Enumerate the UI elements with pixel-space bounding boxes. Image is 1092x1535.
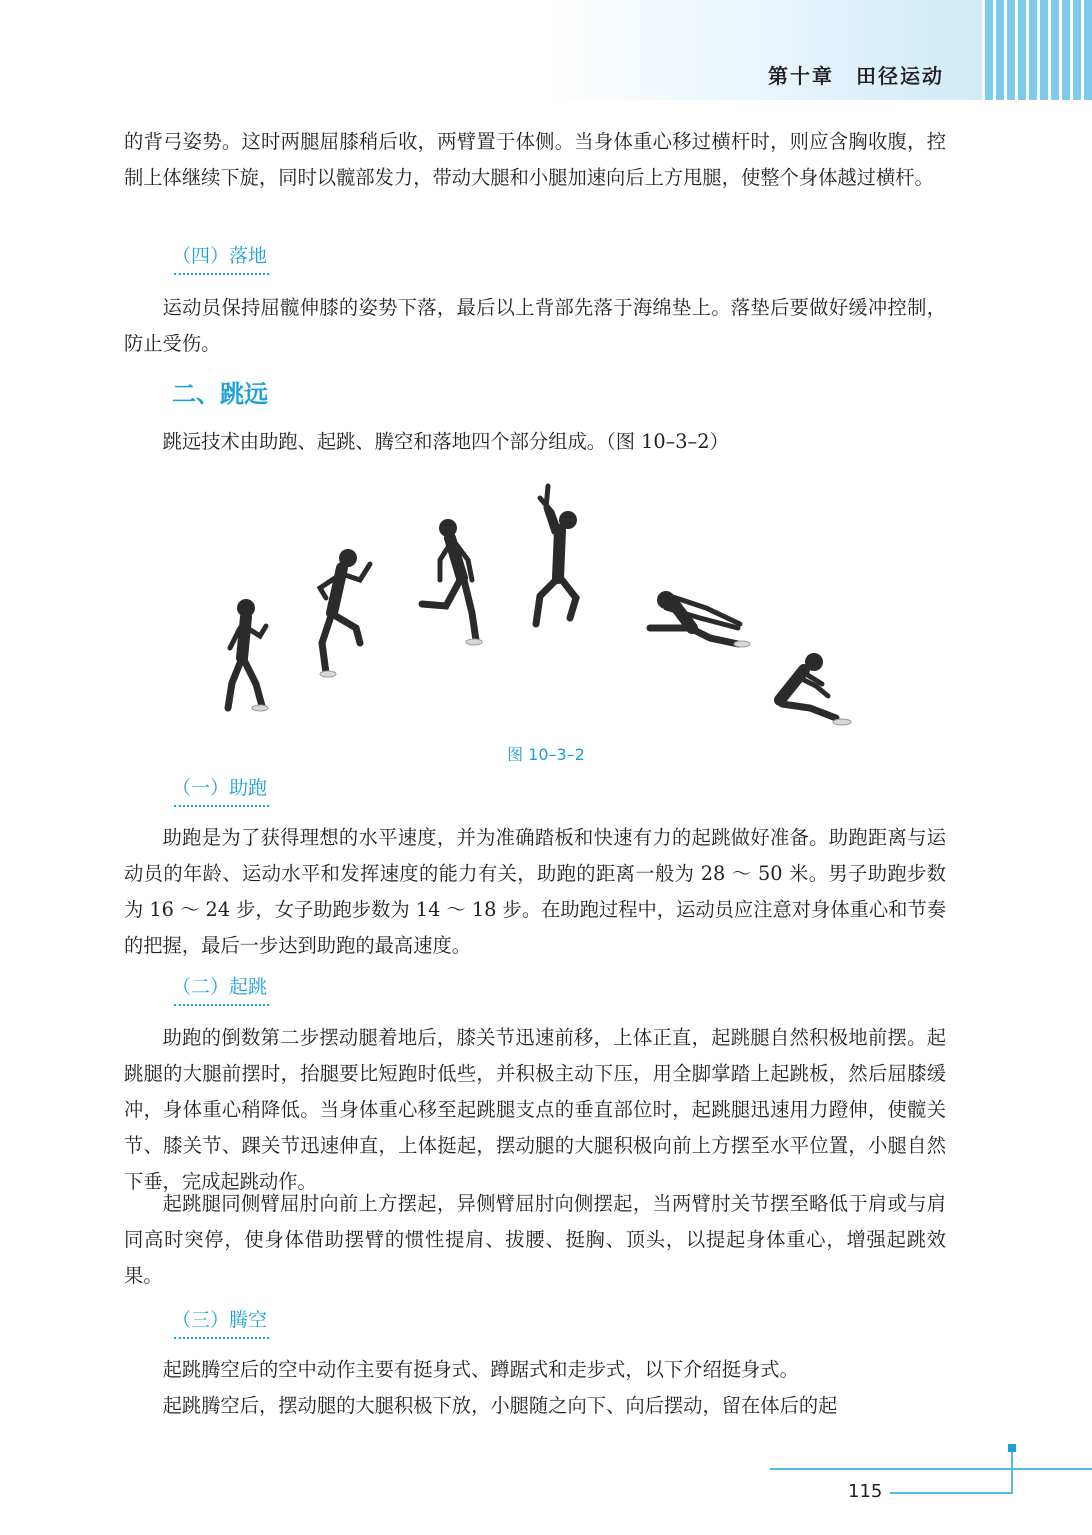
page-header: [0, 0, 1092, 100]
subheading-flight: （三）腾空: [172, 1305, 267, 1332]
long-jump-sequence-figure: [210, 478, 870, 740]
paragraph-long-jump-intro: 跳远技术由助跑、起跳、腾空和落地四个部分组成。（图 10–3–2）: [162, 430, 729, 453]
subheading-takeoff: （二）起跳: [172, 972, 267, 999]
chapter-title: 第十章 田径运动: [768, 64, 944, 88]
subheading-landing: （四）落地: [172, 241, 267, 268]
header-stripes: [982, 0, 1092, 100]
paragraph-high-jump-clearance: 的背弓姿势。这时两腿屈膝稍后收，两臂置于体侧。当身体重心移过横杆时，则应含胸收腹，控制上体继续下旋，同时以髋部发力，带动大腿和小腿加速向后上方甩腿，使整个身体越过横杆。: [124, 130, 946, 189]
footer-underline: [890, 1492, 1013, 1494]
footer-vertical-line: [1011, 1450, 1013, 1494]
figure-caption: 图 10–3–2: [507, 745, 585, 764]
section-title-long-jump: 二、跳远: [172, 380, 268, 408]
paragraph-arm-swing: 起跳腿同侧臂屈肘向前上方摆起，异侧臂屈肘向侧摆起，当两臂肘关节摆至略低于肩或与肩同高时突停，使身体借助摆臂的惯性提肩、拔腰、挺胸、顶头，以提起身体重心，增强起跳效果。: [124, 1192, 946, 1287]
footer-line: [770, 1468, 1092, 1470]
paragraph-landing: 运动员保持屈髋伸膝的姿势下落，最后以上背部先落于海绵垫上。落垫后要做好缓冲控制，防止受伤。: [124, 296, 946, 355]
paragraph-approach: 助跑是为了获得理想的水平速度，并为准确踏板和快速有力的起跳做好准备。助跑距离与运动员的年龄、运动水平和发挥速度的能力有关，助跑的距离一般为 28 ～ 50 米。男子助跑步数为 16 ～ 24 步，女子助跑步数为 14 ～ 18 步。在助跑过程中，运动员应注意对身体重心和节奏的把握，最后一步达到助跑的最高速度。: [124, 826, 947, 957]
athlete-figure-1: [228, 599, 268, 711]
paragraph-flight-styles: 起跳腾空后的空中动作主要有挺身式、蹲踞式和走步式，以下介绍挺身式。: [162, 1358, 799, 1381]
subheading-approach: （一）助跑: [172, 773, 267, 800]
paragraph-flight-detail: 起跳腾空后，摆动腿的大腿积极下放，小腿随之向下、向后摆动，留在体后的起: [162, 1394, 838, 1417]
athlete-figure-5: [650, 591, 750, 647]
athlete-figure-3: [422, 519, 482, 645]
athlete-figure-6: [780, 653, 851, 725]
athlete-figure-4: [536, 486, 577, 624]
footer-square: [1008, 1444, 1016, 1452]
page-number: 115: [848, 1481, 883, 1502]
athlete-figure-2: [320, 549, 370, 677]
paragraph-takeoff: 助跑的倒数第二步摆动腿着地后，膝关节迅速前移，上体正直，起跳腿自然积极地前摆。起跳腿的大腿前摆时，抬腿要比短跑时低些，并积极主动下压，用全脚掌踏上起跳板，然后屈膝缓冲，身体重心稍降低。当身体重心移至起跳腿支点的垂直部位时，起跳腿迅速用力蹬伸，使髋关节、膝关节、踝关节迅速伸直，上体挺起，摆动腿的大腿积极向前上方摆至水平位置，小腿自然下垂，完成起跳动作。: [124, 1026, 946, 1193]
